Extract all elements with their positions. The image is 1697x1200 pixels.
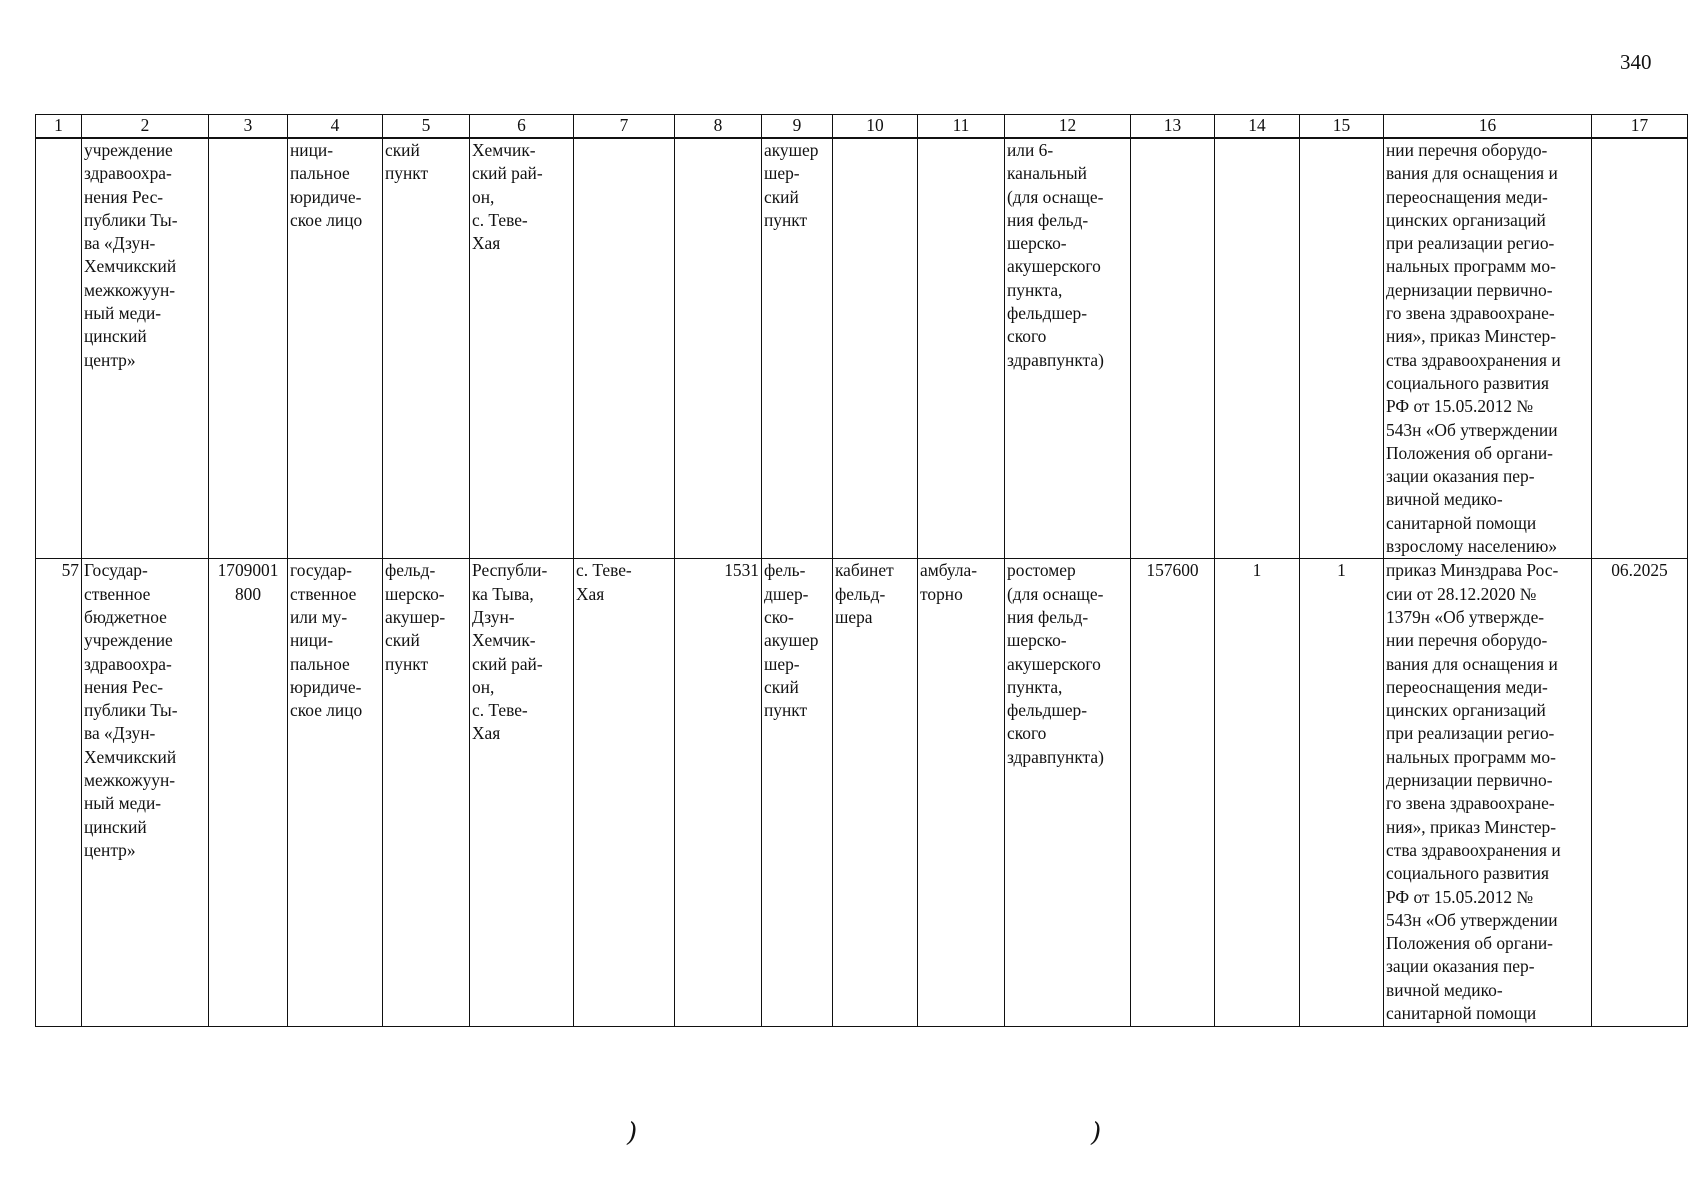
column-header-8: 8 [675, 115, 762, 139]
cell-organization: Государ- ственное бюджетное учреждение здравоохра- нения Рес- публики Ты- ва «Дзун- Хемчикский межкожуун- ный меди- цинский центр» [82, 559, 209, 1027]
column-header-14: 14 [1215, 115, 1300, 139]
column-header-6: 6 [470, 115, 574, 139]
column-header-7: 7 [574, 115, 675, 139]
column-header-2: 2 [82, 115, 209, 139]
cell-number [36, 138, 82, 559]
cell-unit-type: фельд- шерско- акушер- ский пункт [383, 559, 470, 1027]
cell-settlement: с. Теве- Хая [574, 559, 675, 1027]
cell-regulation: нии перечня оборудо- вания для оснащения и переоснащения меди- цинских организаций при реализации регио- нальных программ мо- дернизации первично- го звена здравоохране- ния», приказ Минстер- ства здравоохранения и социального развития РФ от 15.05.2012 № 543н «Об утверждении Положения об органи- зации оказания пер- вичной медико- санитарной помощи взрослому населению» [1384, 138, 1592, 559]
scan-mark-left: ) [627, 1118, 638, 1148]
column-header-11: 11 [918, 115, 1005, 139]
equipment-table [35, 114, 1688, 1027]
cell-legal-form: государ- ственное или му- ници- пальное юридиче- ское лицо [288, 559, 383, 1027]
cell-equipment: или 6- канальный (для оснаще- ния фельд- шерско- акушерского пункта, фельдшер- ского здравпункта) [1005, 138, 1131, 559]
cell-legal-form: ници- пальное юридиче- ское лицо [288, 138, 383, 559]
column-header-5: 5 [383, 115, 470, 139]
cell-unit-type: ский пункт [383, 138, 470, 559]
cell-cost: 157600 [1131, 559, 1215, 1027]
table-row-continuation [36, 138, 1688, 559]
column-header-12: 12 [1005, 115, 1131, 139]
column-header-3: 3 [209, 115, 288, 139]
cell-quantity-needed [1215, 138, 1300, 559]
cell-code: 1709001 800 [209, 559, 288, 1027]
cell-subdivision: фель- дшер- ско- акушер шер- ский пункт [762, 559, 833, 1027]
cell-room [833, 138, 918, 559]
column-header-1: 1 [36, 115, 82, 139]
cell-cost [1131, 138, 1215, 559]
cell-quantity-needed: 1 [1215, 559, 1300, 1027]
cell-quantity-purchase [1300, 138, 1384, 559]
cell-care-conditions [918, 138, 1005, 559]
column-header-4: 4 [288, 115, 383, 139]
table-row-57 [36, 559, 1688, 1027]
cell-equipment: ростомер (для оснаще- ния фельд- шерско- акушерского пункта, фельдшер- ского здравпункта) [1005, 559, 1131, 1027]
cell-code [209, 138, 288, 559]
table-header [36, 115, 1688, 139]
page-number: 340 [1620, 50, 1652, 74]
cell-subdivision: акушер шер- ский пункт [762, 138, 833, 559]
cell-number: 57 [36, 559, 82, 1027]
cell-quantity-purchase: 1 [1300, 559, 1384, 1027]
column-header-17: 17 [1592, 115, 1688, 139]
cell-deadline: 06.2025 [1592, 559, 1688, 1027]
cell-room: кабинет фельд- шера [833, 559, 918, 1027]
cell-address: Республи- ка Тыва, Дзун- Хемчик- ский рай- он, с. Теве- Хая [470, 559, 574, 1027]
column-header-13: 13 [1131, 115, 1215, 139]
cell-population: 1531 [675, 559, 762, 1027]
column-header-10: 10 [833, 115, 918, 139]
cell-population [675, 138, 762, 559]
scan-mark-right: ) [1091, 1118, 1102, 1148]
cell-organization: учреждение здравоохра- нения Рес- публики Ты- ва «Дзун- Хемчикский межкожуун- ный меди- цинский центр» [82, 138, 209, 559]
cell-settlement [574, 138, 675, 559]
cell-regulation: приказ Минздрава Рос- сии от 28.12.2020 № 1379н «Об утвержде- нии перечня оборудо- вания для оснащения и переоснащения меди- цинских организаций при реализации регио- нальных программ мо- дернизации первично- го звена здравоохране- ния», приказ Минстер- ства здравоохранения и социального развития РФ от 15.05.2012 № 543н «Об утверждении Положения об органи- зации оказания пер- вичной медико- санитарной помощи [1384, 559, 1592, 1027]
cell-address: Хемчик- ский рай- он, с. Теве- Хая [470, 138, 574, 559]
column-header-9: 9 [762, 115, 833, 139]
column-header-15: 15 [1300, 115, 1384, 139]
cell-deadline [1592, 138, 1688, 559]
header-row [36, 115, 1688, 139]
cell-care-conditions: амбула- торно [918, 559, 1005, 1027]
column-header-16: 16 [1384, 115, 1592, 139]
